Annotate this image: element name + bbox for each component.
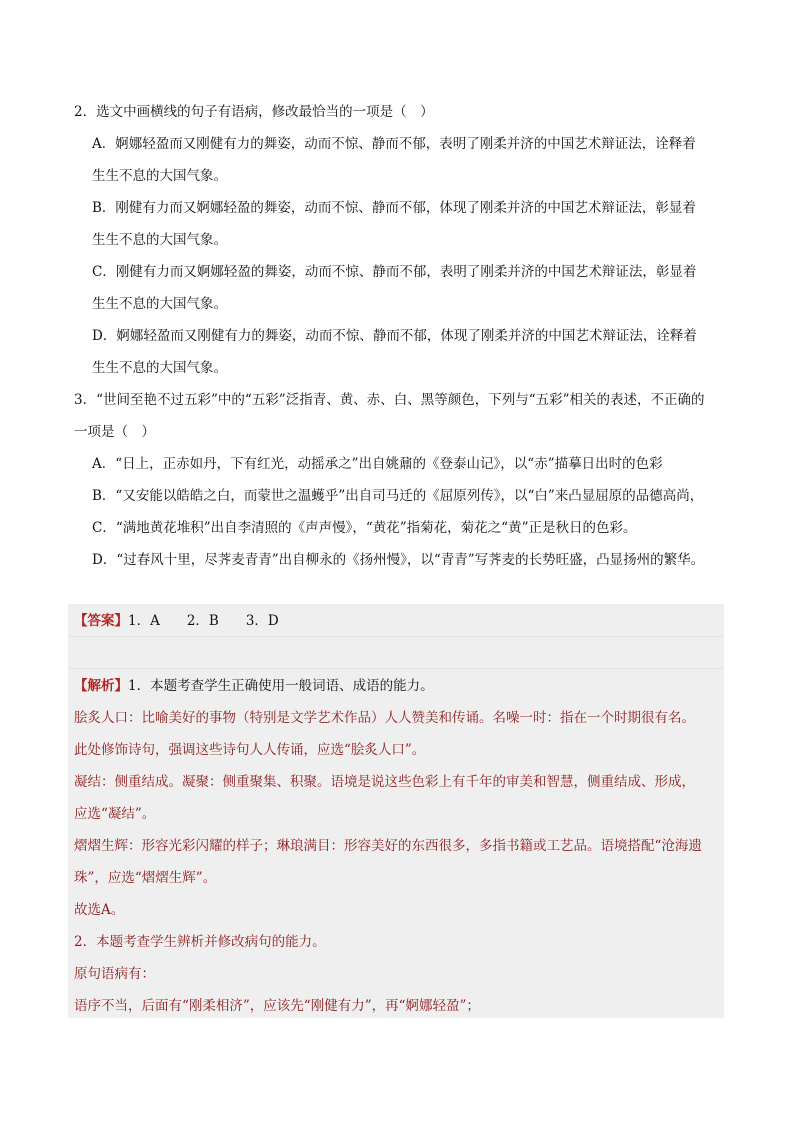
question-2-option-d: D．婀娜轻盈而又刚健有力的舞姿，动而不惊、静而不郁，体现了刚柔并济的中国艺术辩证法，诠释着 [92,328,697,344]
question-2-option-c-cont: 生生不息的大国气象。 [92,296,227,312]
analysis-line-2: 脍炙人口：比喻美好的事物（特别是文学艺术作品）人人赞美和传诵。名噪一时：指在一个时期很有名。 [74,710,695,726]
analysis-line-5: 应选“凝结”。 [74,806,156,822]
question-2-option-b-cont: 生生不息的大国气象。 [92,232,227,248]
question-2-option-c: C．刚健有力而又婀娜轻盈的舞姿，动而不惊、静而不郁，表明了刚柔并济的中国艺术辩证法，彰显着 [92,264,697,280]
question-3-option-c: C．“满地黄花堆积”出自李清照的《声声慢》，“黄花”指菊花，菊花之“黄”正是秋日的色彩。 [92,520,637,536]
answer-text: 1．A 2．B 3．D [128,613,279,629]
question-3-stem: 3．“世间至艳不过五彩”中的“五彩”泛指青、黄、赤、白、黑等颜色，下列与“五彩”相关的表述，不正确的 [74,392,705,408]
analysis-line-1 [74,676,434,696]
answer-line [74,611,279,631]
analysis-line-4: 凝结：侧重结成。凝聚：侧重聚集、积聚。语境是说这些色彩上有千年的审美和智慧，侧重结成、形成， [74,774,695,790]
question-3-option-b: B．“又安能以皓皓之白，而蒙世之温蠖乎”出自司马迁的《屈原列传》，以“白”来凸显屈原的品德高尚， [92,488,704,504]
panel-divider [68,636,724,637]
panel-divider [68,668,724,669]
analysis-label: 【解析】 [74,678,128,694]
answer-label: 【答案】 [74,613,128,629]
analysis-line-6: 熠熠生辉：形容光彩闪耀的样子；琳琅满目：形容美好的东西很多，多指书籍或工艺品。语境搭配“沧海遗 [74,838,702,854]
question-3-option-d: D．“过春风十里，尽荠麦青青”出自柳永的《扬州慢》，以“青青”写荠麦的长势旺盛，凸显扬州的繁华。 [92,552,705,568]
analysis-line-8: 故选A。 [74,902,125,918]
question-2-option-d-cont: 生生不息的大国气象。 [92,360,227,376]
question-2-stem: 2．选文中画横线的句子有语病，修改最恰当的一项是（ ） [74,104,434,120]
question-3-stem-cont: 一项是（ ） [74,424,155,440]
analysis-line-11: 语序不当，后面有“刚柔相济”，应该先“刚健有力”，再“婀娜轻盈”； [74,998,480,1014]
question-2-option-a-cont: 生生不息的大国气象。 [92,168,227,184]
analysis-line-9: 2．本题考查学生辨析并修改病句的能力。 [74,934,326,950]
question-2-option-a: A．婀娜轻盈而又刚健有力的舞姿，动而不惊、静而不郁，表明了刚柔并济的中国艺术辩证法，诠释着 [92,136,696,152]
analysis-line-7: 珠”，应选“熠熠生辉”。 [74,870,217,886]
question-3-option-a: A．“日上，正赤如丹，下有红光，动摇承之”出自姚鼐的《登泰山记》，以“赤”描摹日出时的色彩 [92,456,663,472]
answer-analysis-panel [68,604,724,1018]
analysis-line-3: 此处修饰诗句，强调这些诗句人人传诵，应选“脍炙人口”。 [74,742,426,758]
analysis-text: 1．本题考查学生正确使用一般词语、成语的能力。 [128,678,434,694]
question-2-option-b: B．刚健有力而又婀娜轻盈的舞姿，动而不惊、静而不郁，体现了刚柔并济的中国艺术辩证法，彰显着 [92,200,696,216]
analysis-line-10: 原句语病有： [74,966,155,982]
